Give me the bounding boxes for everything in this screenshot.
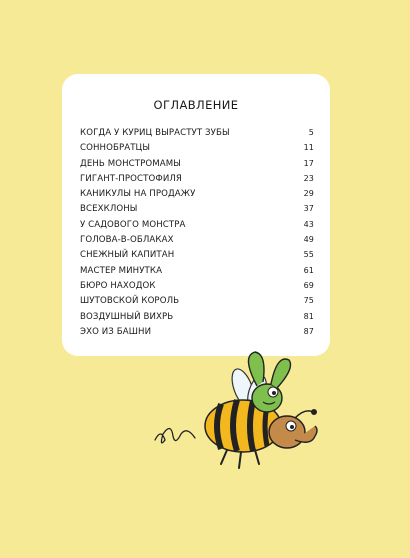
toc-entry-page: 81	[303, 311, 314, 321]
toc-entry-page: 43	[303, 219, 314, 229]
toc-entry-page: 11	[303, 143, 314, 153]
toc-entry-title: ШУТОВСКОЙ КОРОЛЬ	[80, 296, 180, 307]
flight-trail	[155, 428, 195, 442]
toc-entry-page: 49	[303, 235, 314, 245]
toc-entry-title: СОННОБРАТЦЫ	[80, 143, 151, 154]
toc-entry-title: СНЕЖНЫЙ КАПИТАН	[80, 250, 175, 261]
toc-entry[interactable]	[80, 159, 314, 174]
toc-entry[interactable]	[80, 128, 314, 143]
toc-entry[interactable]	[80, 281, 314, 296]
toc-entry-title: ВОЗДУШНЫЙ ВИХРЬ	[80, 311, 174, 322]
toc-entry-title: КАНИКУЛЫ НА ПРОДАЖУ	[80, 189, 196, 200]
toc-entry-page: 87	[303, 326, 314, 336]
toc-entry-page: 55	[303, 250, 314, 260]
toc-entry-page: 17	[303, 158, 314, 168]
toc-entry[interactable]	[80, 174, 314, 189]
toc-entry-title: ЭХО ИЗ БАШНИ	[80, 326, 152, 337]
toc-entry[interactable]	[80, 235, 314, 250]
toc-entry[interactable]	[80, 204, 314, 219]
toc-entry-title: ГОЛОВА-В-ОБЛАКАХ	[80, 235, 174, 246]
toc-entry-title: ГИГАНТ-ПРОСТОФИЛЯ	[80, 173, 182, 184]
toc-entry-title: ВСЕХКЛОНЫ	[80, 204, 138, 215]
toc-entry-page: 5	[308, 128, 314, 137]
toc-entry[interactable]	[80, 189, 314, 204]
toc-entry-title: КОГДА У КУРИЦ ВЫРАСТУТ ЗУБЫ	[80, 128, 230, 138]
toc-entry[interactable]	[80, 220, 314, 235]
toc-entry-page: 23	[303, 173, 314, 183]
toc-title: ОГЛАВЛЕНИЕ	[153, 98, 239, 112]
toc-entry[interactable]	[80, 312, 314, 327]
toc-entry-title: У САДОВОГО МОНСТРА	[80, 219, 186, 230]
monster-ear	[271, 359, 291, 388]
toc-entry-page: 37	[303, 204, 314, 214]
toc-entry[interactable]	[80, 296, 314, 311]
toc-entry-page: 61	[303, 265, 314, 275]
toc-entry-page: 75	[303, 296, 314, 306]
bee-head	[269, 416, 305, 448]
monster-ear	[248, 352, 264, 386]
toc-entry[interactable]	[80, 143, 314, 158]
toc-entry-title: ДЕНЬ МОНСТРОМАМЫ	[80, 158, 181, 169]
toc-card	[62, 74, 330, 356]
toc-list	[80, 128, 314, 342]
toc-entry-title: БЮРО НАХОДОК	[80, 280, 156, 291]
bee-with-monster-icon	[145, 340, 335, 485]
toc-entry-page: 69	[303, 280, 314, 290]
toc-entry-title: МАСТЕР МИНУТКА	[80, 265, 163, 276]
bee-antenna	[295, 411, 313, 418]
toc-entry[interactable]	[80, 266, 314, 281]
toc-entry-page: 29	[303, 189, 314, 199]
bee-leg	[221, 450, 259, 468]
bee-stripe	[250, 401, 253, 451]
toc-entry[interactable]	[80, 250, 314, 265]
